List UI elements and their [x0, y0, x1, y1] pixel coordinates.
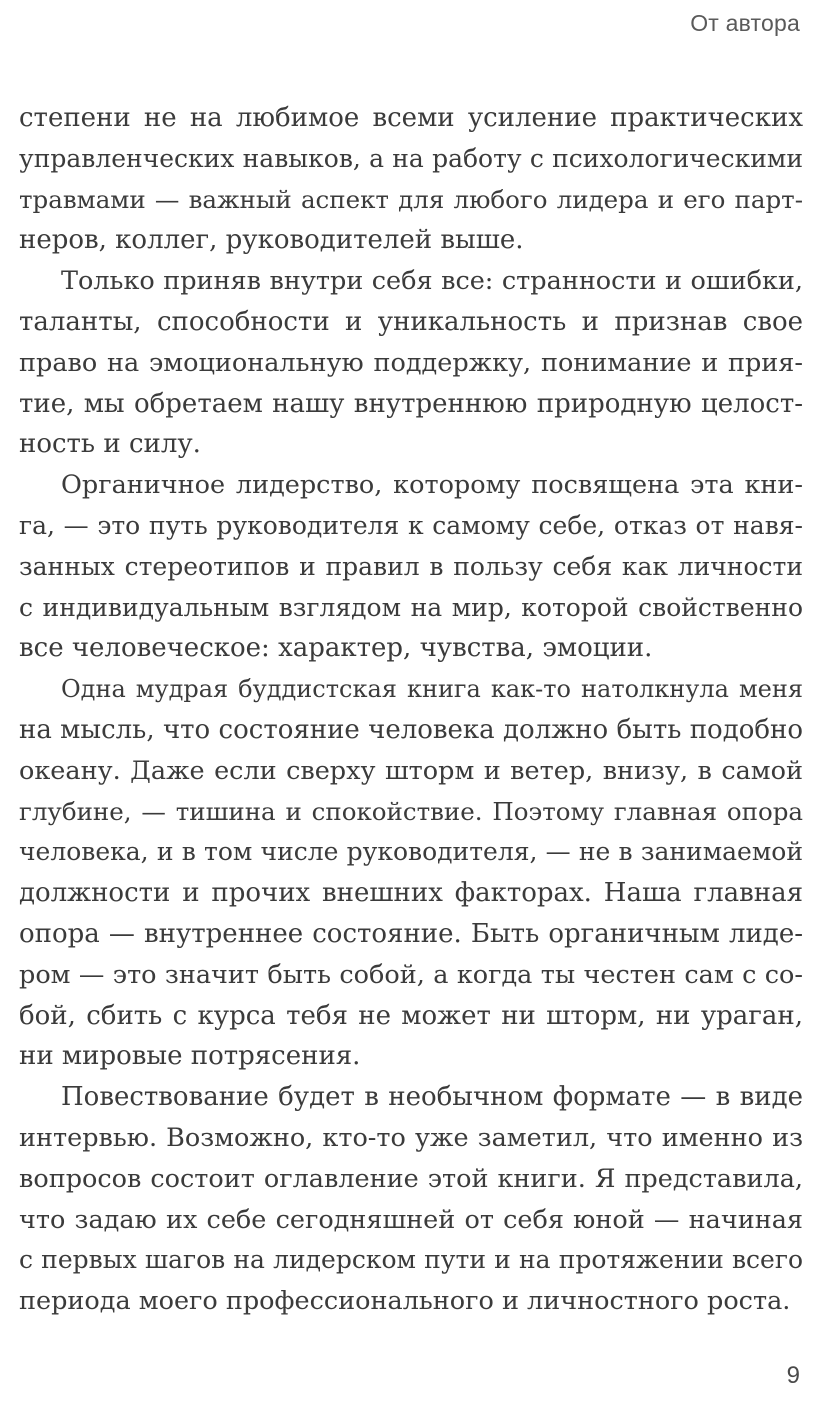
text-line: глубине, — тишина и спокойствие. Поэтому главная опора [19, 796, 803, 826]
text-line: на мысль, что состояние человека должно быть подобно [19, 714, 803, 745]
text-line: вопросов состоит оглавление этой книги. Я представила, [19, 1163, 803, 1194]
page-number: 9 [786, 1362, 800, 1389]
text-line: ни мировые потрясения. [19, 1041, 361, 1072]
text-line: Органичное лидерство, которому посвящена эта кни- [61, 470, 803, 501]
text-line: океану. Даже если сверху шторм и ветер, внизу, в самой [19, 755, 803, 786]
text-line: степени не на любимое всеми усиление практических [19, 103, 803, 133]
text-line: человека, и в том числе руководителя, — не в занимаемой [19, 837, 803, 867]
text-line: управленческих навыков, а на работу с психологическими [19, 143, 803, 173]
text-line: занных стереотипов и правил в пользу себя как личности [19, 551, 803, 581]
paragraph [19, 1077, 803, 1322]
text-line: ность и силу. [19, 429, 201, 460]
paragraph [19, 261, 803, 465]
text-line: все человеческое: характер, чувства, эмоции. [19, 633, 653, 664]
paragraph [19, 465, 803, 669]
text-line: периода моего профессионального и личностного роста. [19, 1286, 791, 1317]
text-line: га, — это путь руководителя к самому себе, отказ от навя- [19, 510, 803, 540]
text-line: тие, мы обретаем нашу внутреннюю природную целост- [19, 388, 803, 419]
text-line: что задаю их себе сегодняшней от себя юной — начиная [19, 1204, 803, 1235]
text-line: бой, сбить с курса тебя не может ни шторм, ни ураган, [19, 1000, 803, 1031]
text-line: должности и прочих внешних факторах. Наша главная [19, 878, 803, 909]
text-line: Только приняв внутри себя все: странности и ошибки, [61, 266, 803, 297]
text-line: ром — это значит быть собой, а когда ты честен сам с со- [19, 959, 803, 990]
text-line: с первых шагов на лидерском пути и на протяжении всего [19, 1245, 803, 1275]
body-text [19, 98, 803, 1322]
text-line: травмами — важный аспект для любого лидера и его парт- [19, 184, 803, 214]
text-line: Одна мудрая буддистская книга как-то натолкнула меня [61, 675, 803, 704]
paragraph [19, 98, 803, 261]
text-line: интервью. Возможно, кто-то уже заметил, что именно из [19, 1122, 803, 1153]
text-line: неров, коллег, руководителей выше. [19, 225, 524, 256]
text-line: таланты, способности и уникальность и признав свое [19, 306, 803, 337]
text-line: опора — внутреннее состояние. Быть органичным лиде- [19, 918, 803, 949]
text-line: с индивидуальным взглядом на мир, которой свойственно [19, 592, 803, 622]
running-head-title: От автора [690, 10, 800, 36]
text-line: право на эмоциональную поддержку, понимание и прия- [19, 347, 803, 378]
text-line: Повествование будет в необычном формате — в виде [61, 1082, 803, 1113]
paragraph [19, 669, 803, 1077]
